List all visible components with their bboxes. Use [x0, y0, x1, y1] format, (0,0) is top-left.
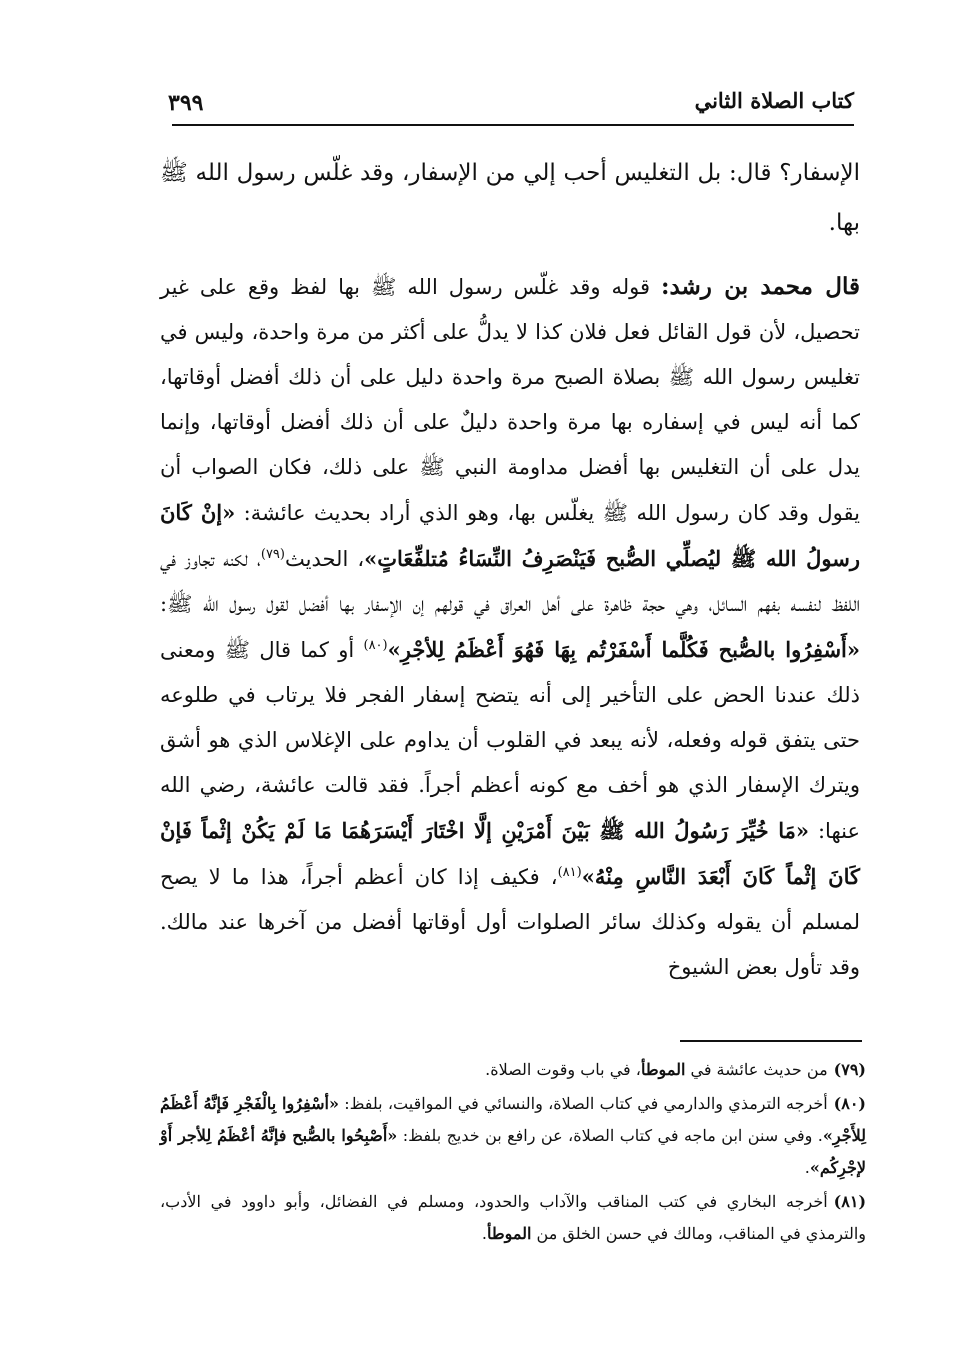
- footnote-number: (٧٩): [833, 1060, 866, 1079]
- footnote-source: الموطأ: [486, 1224, 532, 1243]
- footnote-reference[interactable]: (٧٩): [260, 547, 285, 562]
- header-rule: [172, 124, 854, 126]
- paragraph-question: الإسفار؟ قال: بل التغليس أحب إلي من الإسفار، وقد غلّس رسول الله ﷺ بها.: [160, 160, 860, 236]
- main-text: [160, 148, 860, 990]
- page-number: ٣٩٩: [168, 90, 204, 116]
- footnote-reference[interactable]: (٨١): [557, 865, 582, 880]
- footnote-80: [160, 1088, 866, 1184]
- page-header: [166, 88, 854, 124]
- hadith-quote: «أَسْفِرُوا بالصُّبح فَكُلَّما أَسْفَرْتُم بِهَا فَهُوَ أَعْظَمُ لِلأجْرِ»: [387, 637, 861, 662]
- commentary-text: ، الحديث: [285, 547, 365, 571]
- footnote-text: من حديث عائشة في: [685, 1060, 828, 1079]
- speaker-label: قال محمد بن رشد:: [660, 273, 860, 300]
- commentary-text: قوله وقد غلّس رسول الله ﷺ بها لفظ وقع على غير تحصيل، لأن قول القائل فعل فلان كذا لا يدلُّ على أكثر من مرة واحدة، وليس في تغليس رسول الله ﷺ بصلاة الصبح مرة واحدة دليل على أن ذلك أفضل أوقاتها، كما أنه ليس في إسفاره بها مرة واحدة دليلٌ على أن ذلك أفضل أوقاتها، وإنما يدل على أن التغليس بها أفضل مداومة النبي ﷺ على ذلك، فكان الصواب أن يقول وقد كان رسول الله ﷺ يغلّس بها، وهو الذي أراد بحديث عائشة:: [160, 275, 860, 525]
- footnote-text: أخرجه الترمذي والدارمي في كتاب الصلاة، والنسائي في المواقيت، بلفظ:: [338, 1094, 828, 1113]
- commentary-text: ، فكيف إذا كان أعظم أجراً، هذا ما لا يصح لمسلم أن يقوله وكذلك سائر الصلوات أول أوقاتها أفضل من آخرها عند مالك. وقد تأول بعض الشيوخ: [160, 865, 860, 979]
- commentary-text: ، لكنه تجاوز في اللفظ لنفسه بفهم السائل، وهي حجة ظاهرة على أهل العراق في قولهم إن الإسفار بها أفضل لقول رسول الله ﷺ:: [160, 547, 860, 616]
- footnote-hadith: «أَصْبِحُوا بالصُّبح فإنَّهُ أعْظَمُ لِلأجر أَوْ لإجْرِكُم»: [160, 1126, 866, 1177]
- running-title: كتاب الصلاة الثاني: [694, 88, 854, 113]
- footnote-text: .: [481, 1224, 487, 1243]
- footnote-text: أخرجه البخاري في كتب المناقب والآداب والحدود، ومسلم في الفضائل، وأبو داوود في الأدب، والترمذي في المناقب، ومالك في حسن الخلق من: [160, 1192, 866, 1243]
- hadith-quote: «مَا خُيِّرَ رَسُولُ الله ﷺ بَيْنَ أَمْرَيْنِ إلَّا اخْتَارَ أَيْسَرَهُمَا مَا لَمْ يَكُنْ إثْماً فَإنْ كَانَ إثْماً كَانَ أَبْعَدَ النَّاسِ مِنْهُ»: [160, 818, 860, 889]
- commentary-text: أو كما قال ﷺ ومعنى ذلك عندنا الحض على التأخير إلى أنه يتضح إسفار الفجر فلا يرتاب في طلوعه حتى يتفق قوله وفعله، لأنه يبعد في القلوب أن يداوم على الإغلاس الذي هو أشق ويترك الإسفار الذي هو أخف مع كونه أعظم أجراً. فقد قالت عائشة، رضي الله عنها:: [160, 638, 860, 843]
- footnote-text: .: [804, 1158, 810, 1177]
- footnote-source: الموطأ: [640, 1060, 686, 1079]
- footnote-text: . وفي سنن ابن ماجه في كتاب الصلاة، عن رافع بن خديج بلفظ:: [397, 1126, 823, 1145]
- hadith-quote: «إنْ كَانَ رسولُ الله ﷺ ليُصلِّي الصُّبح فَيَنْصَرِفُ النِّسَاءُ مُتلفِّعَاتٍ»: [160, 500, 860, 571]
- footnote-number: (٨٠): [833, 1094, 866, 1113]
- footnotes: [160, 1054, 866, 1252]
- paragraph-commentary: [160, 264, 860, 990]
- footnote-rule: [680, 1040, 862, 1042]
- footnote-hadith: «أسْفِرُوا بِالْفَجْرِ فَإنَّهُ أَعْظَمُ لِلأَجْرِ»: [160, 1094, 866, 1145]
- footnote-text: ، في باب وقوت الصلاة.: [485, 1060, 641, 1079]
- footnote-79: [160, 1054, 866, 1086]
- footnote-81: [160, 1186, 866, 1250]
- footnote-reference[interactable]: (٨٠): [363, 638, 388, 653]
- footnote-number: (٨١): [833, 1192, 867, 1211]
